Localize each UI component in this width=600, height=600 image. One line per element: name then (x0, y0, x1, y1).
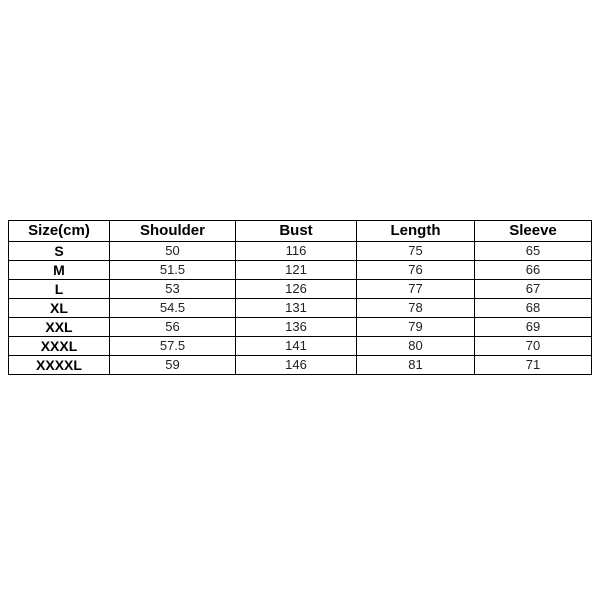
header-size: Size(cm) (9, 221, 110, 242)
sleeve-cell: 65 (475, 242, 592, 261)
table-row (9, 356, 592, 375)
sleeve-cell: 69 (475, 318, 592, 337)
table-row (9, 318, 592, 337)
bust-cell: 146 (236, 356, 357, 375)
sleeve-cell: 70 (475, 337, 592, 356)
bust-cell: 126 (236, 280, 357, 299)
size-cell: S (9, 242, 110, 261)
length-cell: 76 (357, 261, 475, 280)
size-cell: XXXL (9, 337, 110, 356)
bust-cell: 141 (236, 337, 357, 356)
shoulder-cell: 59 (110, 356, 236, 375)
size-chart-table (8, 220, 592, 375)
size-cell: XL (9, 299, 110, 318)
table-row (9, 337, 592, 356)
bust-cell: 131 (236, 299, 357, 318)
shoulder-cell: 56 (110, 318, 236, 337)
header-shoulder: Shoulder (110, 221, 236, 242)
shoulder-cell: 53 (110, 280, 236, 299)
sleeve-cell: 67 (475, 280, 592, 299)
length-cell: 80 (357, 337, 475, 356)
sleeve-cell: 68 (475, 299, 592, 318)
length-cell: 77 (357, 280, 475, 299)
shoulder-cell: 51.5 (110, 261, 236, 280)
header-bust: Bust (236, 221, 357, 242)
size-cell: M (9, 261, 110, 280)
header-sleeve: Sleeve (475, 221, 592, 242)
shoulder-cell: 54.5 (110, 299, 236, 318)
length-cell: 81 (357, 356, 475, 375)
header-length: Length (357, 221, 475, 242)
length-cell: 79 (357, 318, 475, 337)
bust-cell: 136 (236, 318, 357, 337)
length-cell: 75 (357, 242, 475, 261)
table-row (9, 299, 592, 318)
size-cell: L (9, 280, 110, 299)
size-cell: XXL (9, 318, 110, 337)
size-cell: XXXXL (9, 356, 110, 375)
sleeve-cell: 66 (475, 261, 592, 280)
table-row (9, 280, 592, 299)
shoulder-cell: 57.5 (110, 337, 236, 356)
bust-cell: 121 (236, 261, 357, 280)
length-cell: 78 (357, 299, 475, 318)
sleeve-cell: 71 (475, 356, 592, 375)
bust-cell: 116 (236, 242, 357, 261)
shoulder-cell: 50 (110, 242, 236, 261)
table-row (9, 242, 592, 261)
table-row (9, 261, 592, 280)
header-row (9, 221, 592, 242)
